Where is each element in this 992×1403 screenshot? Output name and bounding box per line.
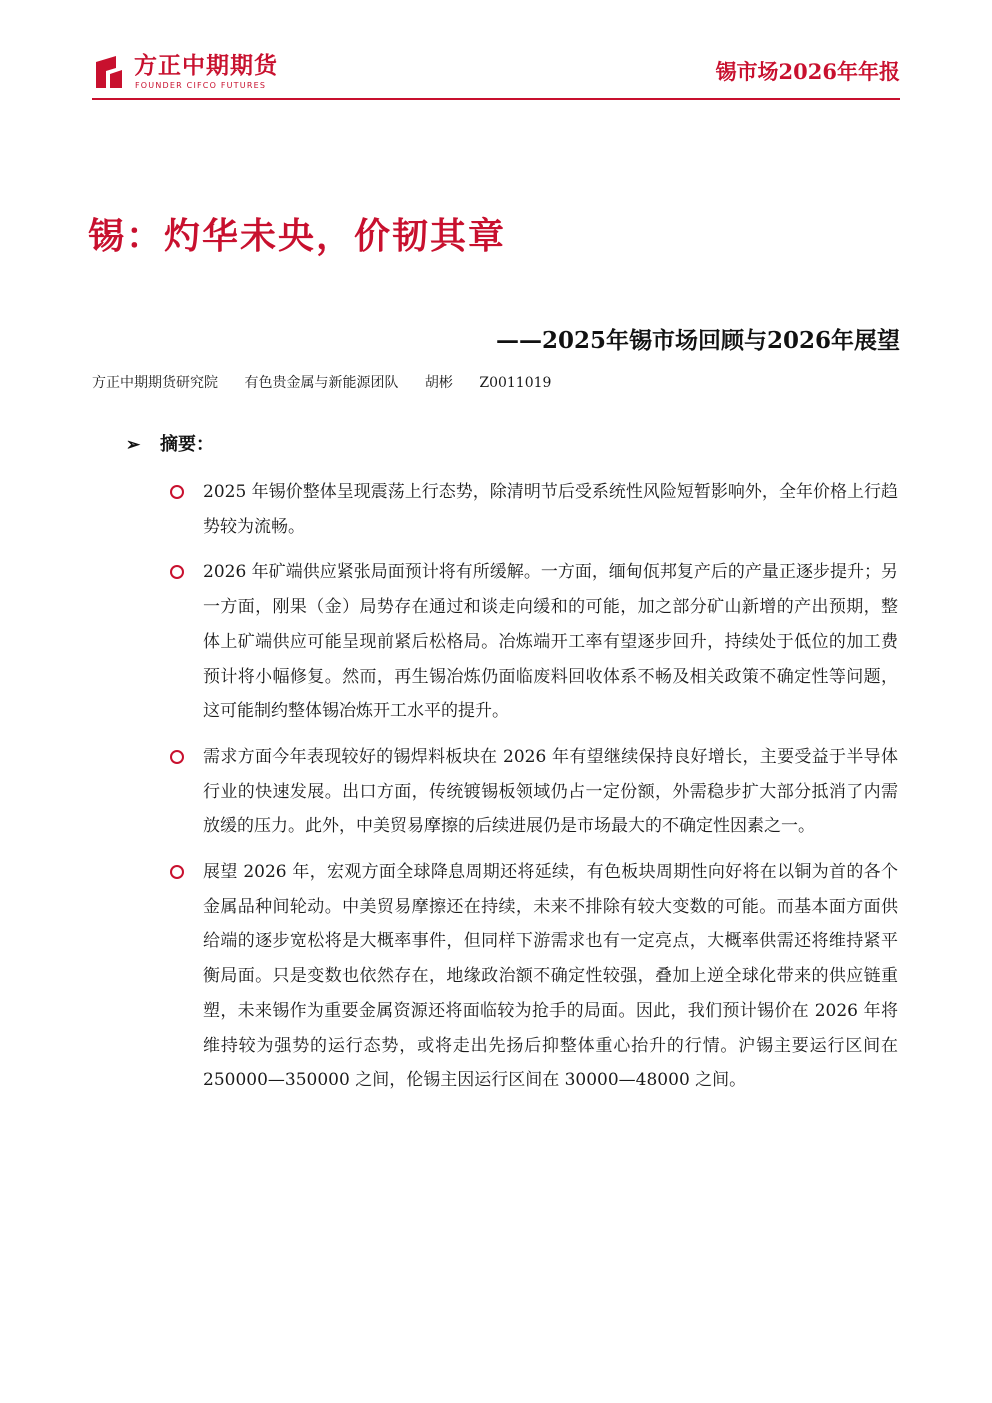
page-subtitle: ——2025年锡市场回顾与2026年展望 (495, 327, 900, 354)
author-name: 胡彬 (424, 375, 453, 391)
report-tag: 锡市场2026年年报 (715, 59, 900, 84)
list-item (170, 555, 898, 729)
list-item-text: 需求方面今年表现较好的锡焊料板块在 2026 年有望继续保持良好增长，主要受益于半导体行业的快速发展。出口方面，传统镀锡板领域仍占一定份额，外需稳步扩大部分抵消了内需放缓的压力。此外，中美贸易摩擦的后续进展仍是市场最大的不确定性因素之一。 (203, 746, 898, 837)
list-item-text: 2026 年矿端供应紧张局面预计将有所缓解。一方面，缅甸佤邦复产后的产量正逐步提升；另一方面，刚果（金）局势存在通过和谈走向缓和的可能，加之部分矿山新增的产出预期，整体上矿端供应可能呈现前紧后松格局。冶炼端开工率有望逐步回升，持续处于低位的加工费预计将小幅修复。然而，再生锡冶炼仍面临废料回收体系不畅及相关政策不确定性等问题，这可能制约整体锡冶炼开工水平的提升。 (203, 562, 898, 722)
author-team: 有色贵金属与新能源团队 (244, 375, 399, 391)
logo-en-text: FOUNDER CIFCO FUTURES (135, 81, 267, 90)
list-item (170, 740, 898, 844)
abstract-heading-label: 摘要： (160, 434, 214, 455)
author-line (92, 372, 563, 392)
header-divider (92, 98, 900, 100)
logo-cn-text: 方正中期期货 (134, 53, 278, 79)
hollow-circle-bullet-icon (170, 565, 184, 579)
hollow-circle-bullet-icon (170, 865, 184, 879)
author-institute: 方正中期期货研究院 (92, 375, 218, 391)
founder-logo-icon (92, 54, 128, 90)
arrow-right-icon: ➢ (126, 435, 141, 455)
company-logo (92, 52, 292, 96)
list-item-text: 2025 年锡价整体呈现震荡上行态势，除清明节后受系统性风险短暂影响外，全年价格上行趋势较为流畅。 (203, 482, 898, 537)
page-title: 锡：灼华未央，价韧其章 (88, 216, 507, 257)
abstract-heading (126, 430, 214, 456)
hollow-circle-bullet-icon (170, 750, 184, 764)
list-item (170, 855, 898, 1098)
abstract-list (170, 475, 898, 1098)
hollow-circle-bullet-icon (170, 485, 184, 499)
author-license: Z0011019 (479, 375, 552, 391)
list-item-text: 展望 2026 年，宏观方面全球降息周期还将延续，有色板块周期性向好将在以铜为首的各个金属品种间轮动。中美贸易摩擦还在持续，未来不排除有较大变数的可能。而基本面方面供给端的逐步宽松将是大概率事件，但同样下游需求也有一定亮点，大概率供需还将维持紧平衡局面。只是变数也依然存在，地缘政治额不确定性较强，叠加上逆全球化带来的供应链重塑，未来锡作为重要金属资源还将面临较为抢手的局面。因此，我们预计锡价在 2026 年将维持较为强势的运行态势，或将走出先扬后抑整体重心抬升的行情。沪锡主要运行区间在 250000—350000 之间，伦锡主因运行区间在 30000—48000 之间。 (203, 862, 898, 1091)
list-item (170, 475, 898, 544)
